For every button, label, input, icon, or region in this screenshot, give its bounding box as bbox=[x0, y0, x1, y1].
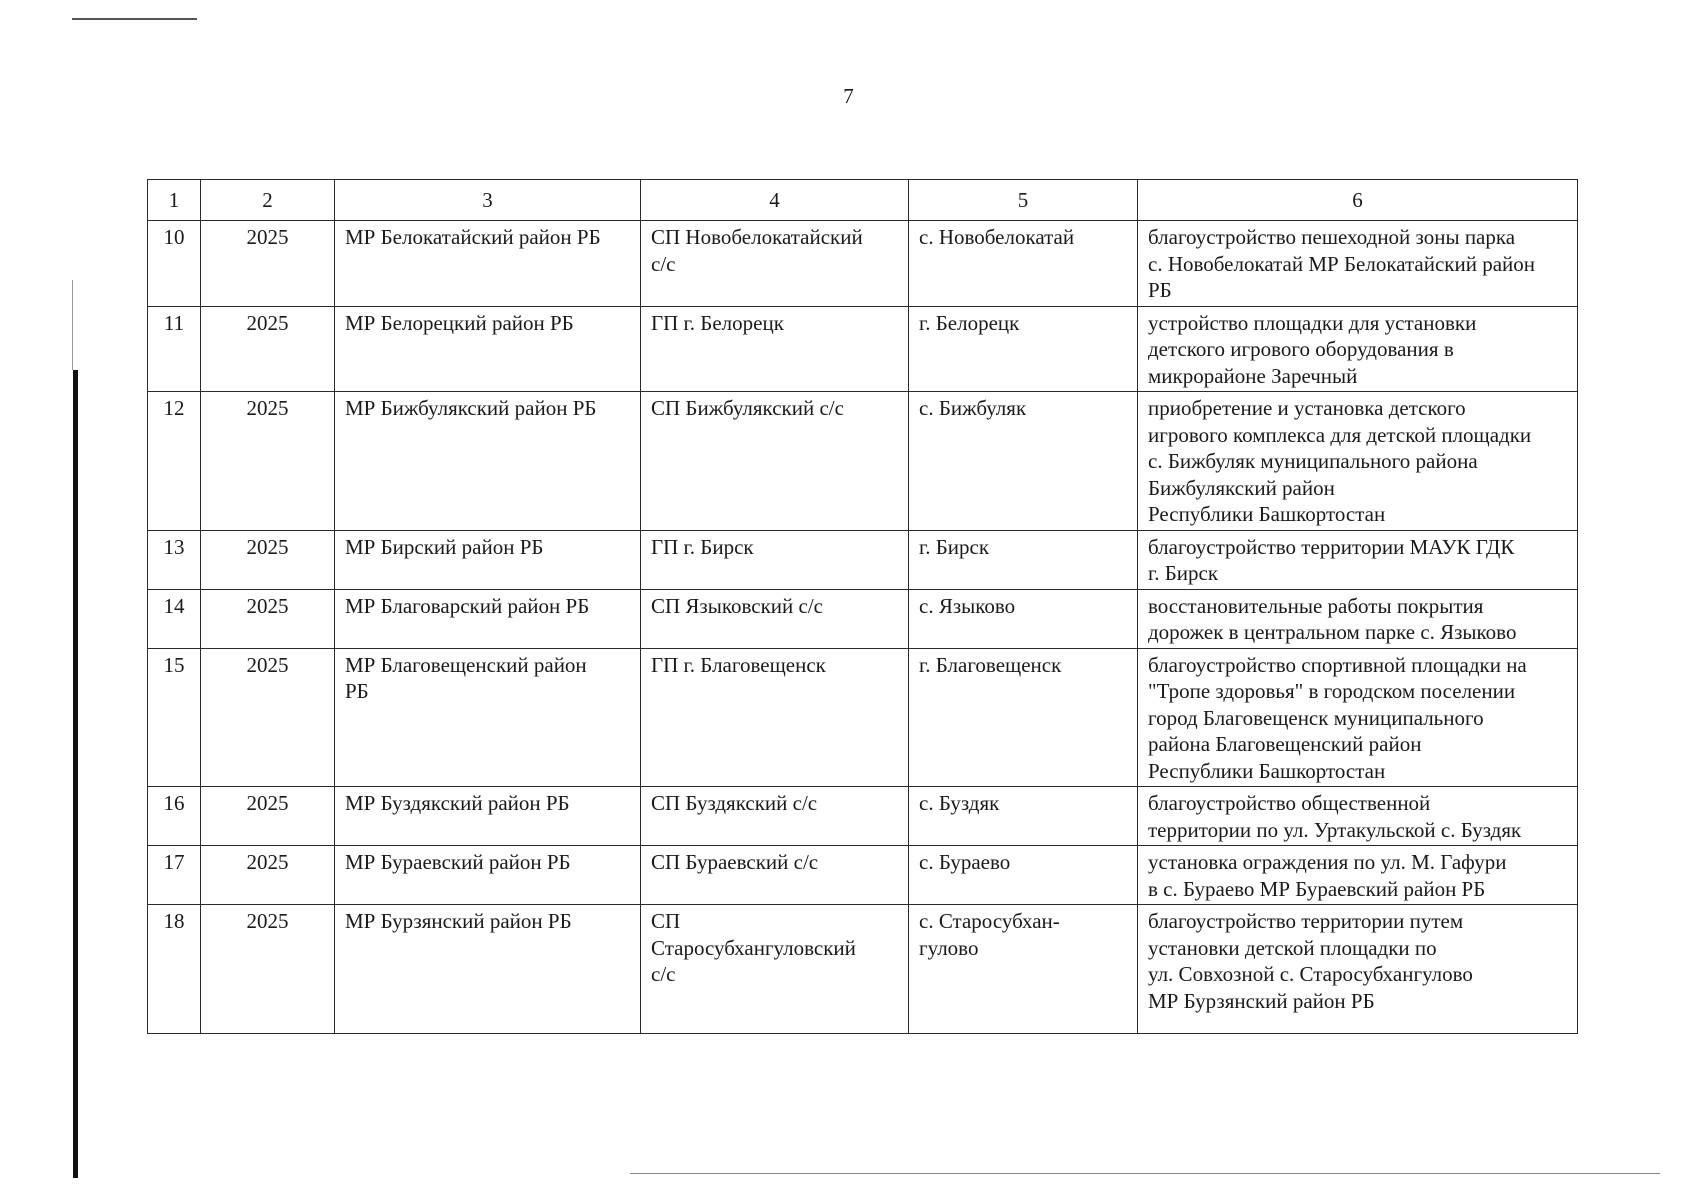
row-number-cell bbox=[148, 787, 201, 846]
settlement-cell bbox=[641, 846, 909, 905]
row-number-text: 18 bbox=[163, 909, 185, 933]
row-number-cell bbox=[148, 306, 201, 392]
locality-cell bbox=[909, 392, 1138, 531]
municipal-district-cell bbox=[335, 589, 641, 648]
row-number-cell bbox=[148, 648, 201, 787]
header-cell: 6 bbox=[1138, 180, 1578, 221]
scan-line-left-bar bbox=[73, 370, 78, 1178]
row-number-cell bbox=[148, 589, 201, 648]
year-cell bbox=[201, 530, 335, 589]
settlement-cell bbox=[641, 530, 909, 589]
row-number-cell bbox=[148, 846, 201, 905]
year-text: 2025 bbox=[246, 850, 289, 874]
settlement-cell bbox=[641, 648, 909, 787]
municipal-district-cell bbox=[335, 905, 641, 1034]
municipal-district-cell bbox=[335, 648, 641, 787]
settlement-text: СП Бураевский с/с bbox=[651, 850, 819, 874]
header-cell: 3 bbox=[335, 180, 641, 221]
project-description-text: благоустройство общественной территории по ул. Уртакульской с. Буздяк bbox=[1148, 791, 1522, 842]
table-row bbox=[148, 306, 1578, 392]
settlement-text: СП Языковский с/с bbox=[651, 593, 823, 618]
municipal-district-cell bbox=[335, 846, 641, 905]
locality-text: с. Новобелокатай bbox=[919, 225, 1075, 249]
project-description-text: благоустройство территории МАУК ГДК г. Бирск bbox=[1148, 534, 1515, 585]
row-number-cell bbox=[148, 392, 201, 531]
locality-text: с. Бураево bbox=[919, 850, 1011, 874]
row-number-text: 12 bbox=[163, 396, 185, 420]
year-text: 2025 bbox=[246, 791, 289, 815]
locality-cell bbox=[909, 530, 1138, 589]
table-row bbox=[148, 787, 1578, 846]
settlement-cell bbox=[641, 905, 909, 1034]
project-description-cell bbox=[1138, 648, 1578, 787]
settlement-cell bbox=[641, 221, 909, 307]
table-row bbox=[148, 530, 1578, 589]
settlement-cell bbox=[641, 306, 909, 392]
year-text: 2025 bbox=[246, 396, 289, 420]
settlement-text: ГП г. Белорецк bbox=[651, 310, 784, 335]
row-number-cell bbox=[148, 530, 201, 589]
municipal-district-text: МР Буздякский район РБ bbox=[345, 791, 570, 815]
project-description-cell bbox=[1138, 392, 1578, 531]
project-description-text: благоустройство территории путем установки детской площадки по ул. Совхозной с. Старосубхангулово МР Бурзянский район РБ bbox=[1148, 909, 1473, 1013]
project-description-text: благоустройство спортивной площадки на "Тропе здоровья" в городском поселении город Благовещенск муниципального района Благовещенский район Республики Башкортостан bbox=[1148, 652, 1527, 783]
municipal-district-text: МР Бирский район РБ bbox=[345, 534, 544, 559]
row-number-text: 13 bbox=[163, 534, 185, 559]
settlement-text: ГП г. Благовещенск bbox=[651, 652, 826, 677]
municipal-district-cell bbox=[335, 787, 641, 846]
settlement-text: ГП г. Бирск bbox=[651, 534, 754, 559]
row-number-text: 16 bbox=[163, 791, 185, 815]
page-number: 7 bbox=[843, 84, 854, 108]
locality-cell bbox=[909, 905, 1138, 1034]
locality-cell bbox=[909, 648, 1138, 787]
row-number-cell bbox=[148, 905, 201, 1034]
year-text: 2025 bbox=[246, 909, 289, 933]
locality-text: с. Бижбуляк bbox=[919, 396, 1027, 420]
settlement-text: СП Буздякский с/с bbox=[651, 791, 818, 815]
table-row bbox=[148, 846, 1578, 905]
locality-cell bbox=[909, 589, 1138, 648]
settlement-text: СП Новобелокатайский с/с bbox=[651, 225, 863, 276]
table-row bbox=[148, 905, 1578, 1034]
table-row bbox=[148, 392, 1578, 531]
year-cell bbox=[201, 221, 335, 307]
table-row bbox=[148, 221, 1578, 307]
project-description-cell bbox=[1138, 530, 1578, 589]
municipal-district-cell bbox=[335, 530, 641, 589]
header-cell: 5 bbox=[909, 180, 1138, 221]
municipal-district-cell bbox=[335, 306, 641, 392]
header-cell: 2 bbox=[201, 180, 335, 221]
project-description-text: благоустройство пешеходной зоны парка с. Новобелокатай МР Белокатайский район РБ bbox=[1148, 225, 1536, 302]
year-text: 2025 bbox=[246, 225, 289, 249]
project-description-cell bbox=[1138, 589, 1578, 648]
scan-line-top-left bbox=[72, 18, 197, 20]
municipal-district-text: МР Благовещенский район РБ bbox=[345, 652, 587, 703]
year-text: 2025 bbox=[246, 534, 289, 559]
year-text: 2025 bbox=[246, 310, 289, 335]
settlement-cell bbox=[641, 392, 909, 531]
locality-cell bbox=[909, 846, 1138, 905]
municipal-district-text: МР Бурзянский район РБ bbox=[345, 909, 572, 933]
project-description-cell bbox=[1138, 306, 1578, 392]
project-description-cell bbox=[1138, 905, 1578, 1034]
settlement-cell bbox=[641, 787, 909, 846]
year-cell bbox=[201, 787, 335, 846]
row-number-text: 10 bbox=[163, 225, 185, 249]
data-table bbox=[147, 179, 1578, 1034]
project-description-cell bbox=[1138, 221, 1578, 307]
header-cell: 4 bbox=[641, 180, 909, 221]
municipal-district-text: МР Бураевский район РБ bbox=[345, 850, 571, 874]
row-number-text: 15 bbox=[163, 652, 185, 677]
locality-text: с. Буздяк bbox=[919, 791, 1000, 815]
row-number-text: 14 bbox=[163, 593, 185, 618]
settlement-text: СП Старосубхангуловский с/с bbox=[651, 909, 856, 986]
municipal-district-text: МР Белорецкий район РБ bbox=[345, 310, 574, 335]
year-text: 2025 bbox=[246, 593, 289, 618]
locality-cell bbox=[909, 787, 1138, 846]
municipal-district-text: МР Белокатайский район РБ bbox=[345, 225, 601, 249]
year-cell bbox=[201, 306, 335, 392]
municipal-district-text: МР Благоварский район РБ bbox=[345, 593, 590, 618]
year-text: 2025 bbox=[246, 652, 289, 677]
municipal-district-cell bbox=[335, 392, 641, 531]
locality-text: с. Языково bbox=[919, 593, 1016, 618]
project-description-text: восстановительные работы покрытия дорожек в центральном парке с. Языково bbox=[1148, 593, 1517, 644]
row-number-cell bbox=[148, 221, 201, 307]
year-cell bbox=[201, 589, 335, 648]
locality-text: г. Бирск bbox=[919, 534, 990, 559]
year-cell bbox=[201, 905, 335, 1034]
locality-cell bbox=[909, 306, 1138, 392]
project-description-text: устройство площадки для установки детского игрового оборудования в микрорайоне Заречный bbox=[1148, 310, 1477, 388]
project-description-cell bbox=[1138, 846, 1578, 905]
year-cell bbox=[201, 648, 335, 787]
municipal-district-cell bbox=[335, 221, 641, 307]
table-row bbox=[148, 648, 1578, 787]
locality-text: г. Благовещенск bbox=[919, 652, 1062, 677]
header-cell: 1 bbox=[148, 180, 201, 221]
settlement-text: СП Бижбулякский с/с bbox=[651, 396, 844, 420]
scan-line-bottom bbox=[630, 1173, 1660, 1174]
header-row bbox=[148, 180, 1578, 221]
project-description-text: приобретение и установка детского игрового комплекса для детской площадки с. Бижбуляк муниципального района Бижбулякский район Республики Башкортостан bbox=[1148, 396, 1532, 526]
locality-text: с. Старосубхан- гулово bbox=[919, 909, 1060, 960]
project-description-text: установка ограждения по ул. М. Гафури в с. Бураево МР Бураевский район РБ bbox=[1148, 850, 1507, 901]
project-description-cell bbox=[1138, 787, 1578, 846]
row-number-text: 17 bbox=[163, 850, 185, 874]
locality-text: г. Белорецк bbox=[919, 310, 1020, 335]
year-cell bbox=[201, 392, 335, 531]
locality-cell bbox=[909, 221, 1138, 307]
settlement-cell bbox=[641, 589, 909, 648]
year-cell bbox=[201, 846, 335, 905]
municipal-district-text: МР Бижбулякский район РБ bbox=[345, 396, 597, 420]
row-number-text: 11 bbox=[163, 310, 185, 335]
table-row bbox=[148, 589, 1578, 648]
scan-line-left-thin bbox=[72, 280, 73, 370]
